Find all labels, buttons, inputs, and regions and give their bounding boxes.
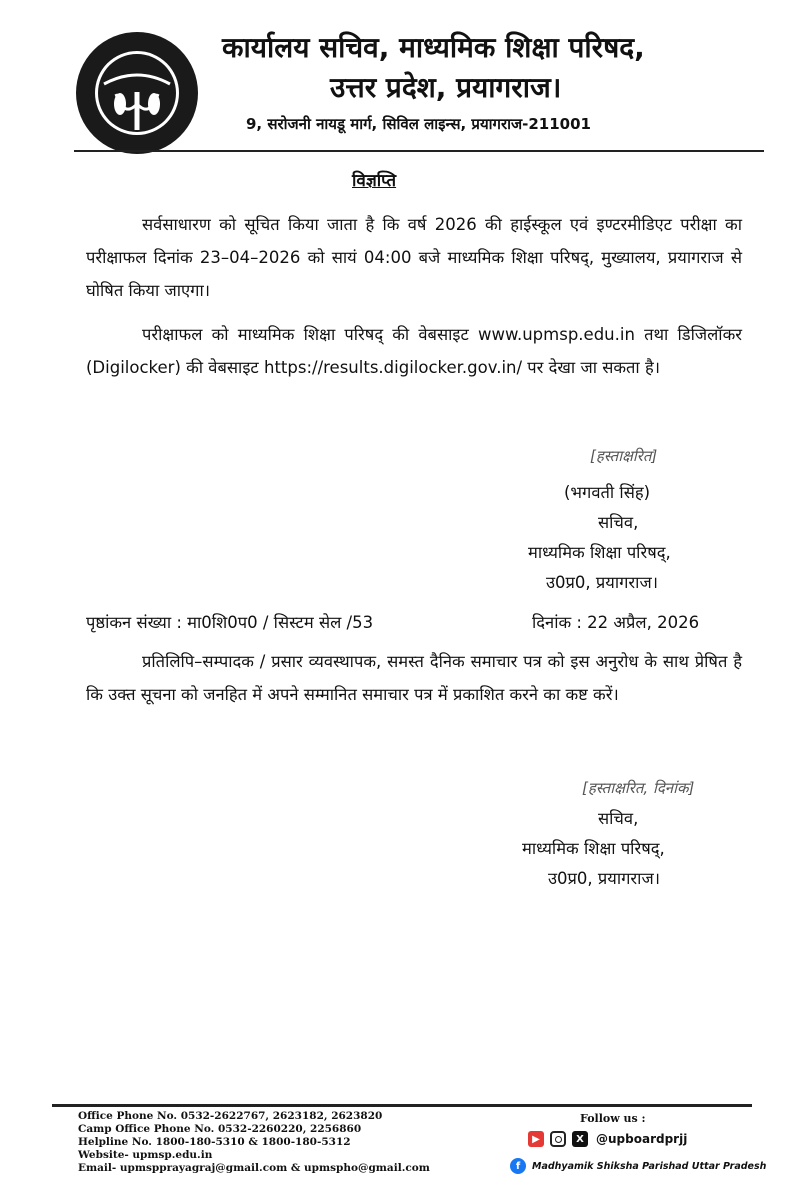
office-subtitle: उत्तर प्रदेश, प्रयागराज। [330, 71, 562, 104]
office-phone: Office Phone No. 0532-2622767, 2623182, 2623820 [78, 1110, 383, 1122]
signatory-place: उ0प्र0, प्रयागराज। [546, 573, 658, 592]
signatory-2-org: माध्यमिक शिक्षा परिषद्, [522, 839, 665, 858]
social-handle[interactable]: @upboardprjj [596, 1132, 688, 1146]
footer-contact [78, 1110, 430, 1175]
social-links [528, 1131, 687, 1147]
notice-heading: विज्ञप्ति [352, 171, 397, 191]
endorsement-date: दिनांक : 22 अप्रैल, 2026 [532, 613, 700, 632]
footer-divider [52, 1104, 752, 1107]
office-title: कार्यालय सचिव, माध्यमिक शिक्षा परिषद, [222, 31, 645, 64]
signatory-2-place: उ0प्र0, प्रयागराज। [548, 869, 660, 888]
endorsement-number: पृष्ठांकन संख्या : मा0शि0प0 / सिस्टम सेल /53 [86, 613, 374, 632]
endorsement-paragraph: प्रतिलिपि–सम्पादक / प्रसार व्यवस्थापक, समस्त दैनिक समाचार पत्र को इस अनुरोध के साथ प्रेषित है कि उक्त सूचना को जनहित में अपने सम्मानित समाचार पत्र में प्रकाशित करने का कष्ट करें। [86, 652, 742, 704]
office-address: 9, सरोजनी नायडू मार्ग, सिविल लाइन्स, प्रयागराज-211001 [246, 115, 591, 133]
website[interactable]: Website- upmsp.edu.in [78, 1149, 213, 1161]
notice-paragraph-1: सर्वसाधारण को सूचित किया जाता है कि वर्ष 2026 की हाईस्कूल एवं इण्टरमीडिएट परीक्षा का परीक्षाफल दिनांक 23–04–2026 को सायं 04:00 बजे माध्यमिक शिक्षा परिषद्, मुख्यालय, प्रयागराज से घोषित किया जाएगा। [86, 215, 742, 300]
notice-paragraph-2: परीक्षाफल को माध्यमिक शिक्षा परिषद् की वेबसाइट www.upmsp.edu.in तथा डिजिलॉकर (Digilocker) की वेबसाइट https://results.digilocker.gov.in/ पर देखा जा सकता है। [86, 325, 742, 377]
signatory-org: माध्यमिक शिक्षा परिषद्, [528, 543, 671, 562]
x-icon[interactable]: X [572, 1131, 588, 1147]
helpline: Helpline No. 1800-180-5310 & 1800-180-5312 [78, 1136, 351, 1148]
signatory-2-designation: सचिव, [598, 809, 639, 828]
header-divider [74, 150, 764, 152]
facebook-link[interactable] [510, 1158, 766, 1174]
follow-us-label: Follow us : [580, 1112, 646, 1125]
signatory-name: (भगवती सिंह) [564, 483, 651, 502]
signature-2-placeholder: [हस्ताक्षरित, दिनांक] [582, 779, 695, 797]
camp-office-phone: Camp Office Phone No. 0532-2260220, 2256860 [78, 1123, 362, 1135]
up-emblem-logo [74, 30, 200, 156]
facebook-icon[interactable]: f [510, 1158, 526, 1174]
signatory-designation: सचिव, [598, 513, 639, 532]
email[interactable]: Email- upmspprayagraj@gmail.com & upmspho@gmail.com [78, 1162, 430, 1174]
signature-1-placeholder: [हस्ताक्षरित] [590, 447, 658, 465]
youtube-icon[interactable]: ▶ [528, 1131, 544, 1147]
facebook-page-name: Madhyamik Shiksha Parishad Uttar Pradesh [532, 1160, 767, 1172]
instagram-icon[interactable] [550, 1131, 566, 1147]
